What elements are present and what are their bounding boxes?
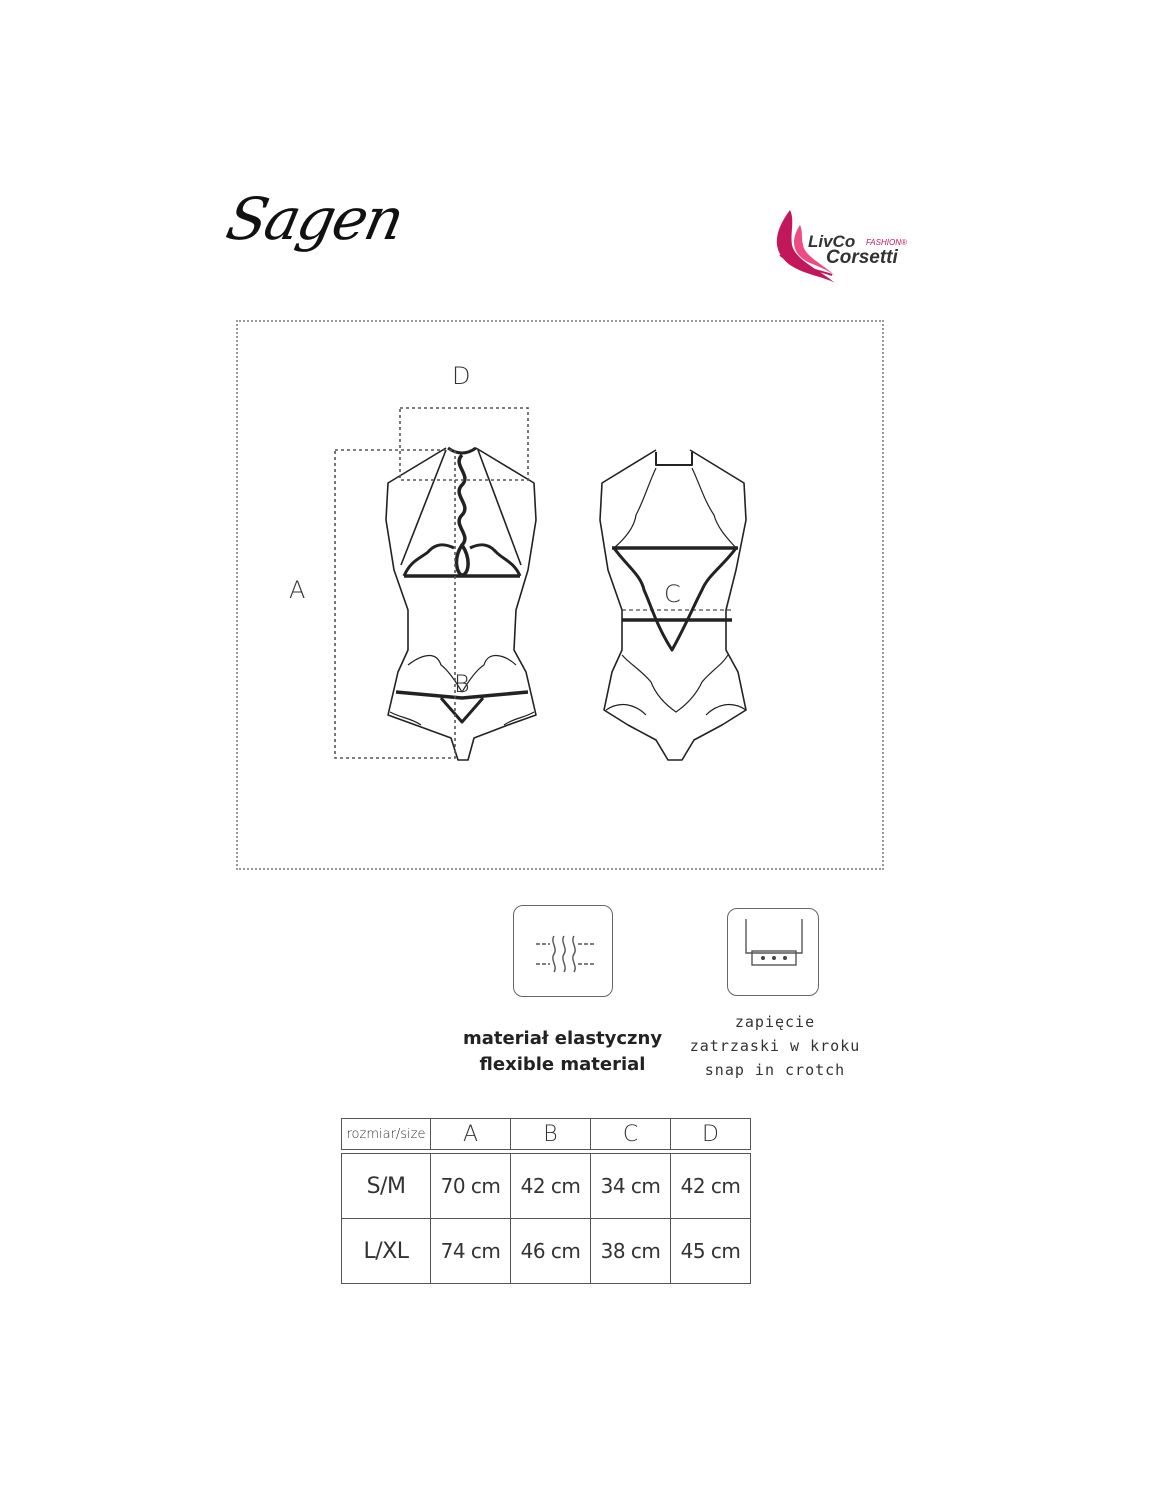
size-table-col-d: D bbox=[671, 1119, 751, 1150]
size-table-col-b: B bbox=[511, 1119, 591, 1150]
garment-diagram bbox=[236, 320, 884, 870]
measure-d-guide bbox=[400, 408, 528, 480]
measure-a-guide bbox=[335, 450, 455, 758]
size-cell: S/M bbox=[342, 1154, 431, 1219]
measure-cell: 42 cm bbox=[671, 1154, 751, 1219]
feature-snap-label bbox=[680, 1010, 870, 1082]
size-table-col-a: A bbox=[431, 1119, 511, 1150]
feature-stretch-label bbox=[440, 1026, 685, 1078]
size-cell: L/XL bbox=[342, 1219, 431, 1284]
size-table-col-c: C bbox=[591, 1119, 671, 1150]
brand-logo-superscript: FASHION® bbox=[866, 238, 907, 247]
snap-closure-icon bbox=[728, 909, 820, 997]
measure-cell: 42 cm bbox=[511, 1154, 591, 1219]
front-view-garment bbox=[386, 448, 536, 760]
size-table-corner-header: rozmiar/size bbox=[342, 1119, 431, 1150]
measure-cell: 34 cm bbox=[591, 1154, 671, 1219]
dimension-label-d: D bbox=[452, 362, 471, 390]
feature-snap-box bbox=[727, 908, 819, 996]
feature-snap-label-line2: zatrzaski w kroku bbox=[689, 1037, 861, 1055]
dimension-label-c: C bbox=[664, 580, 681, 608]
feature-stretch-label-pl: materiał elastyczny bbox=[462, 1028, 663, 1049]
measure-cell: 38 cm bbox=[591, 1219, 671, 1284]
dimension-label-b: B bbox=[454, 670, 470, 698]
product-title: Sagen bbox=[220, 185, 409, 253]
feature-stretch-box bbox=[513, 905, 613, 997]
table-row bbox=[342, 1219, 751, 1284]
size-table bbox=[341, 1118, 751, 1284]
feature-stretch-label-en: flexible material bbox=[479, 1054, 646, 1075]
brand-logo-line1: LivCo bbox=[808, 232, 856, 251]
table-row bbox=[342, 1154, 751, 1219]
stretch-fabric-icon bbox=[514, 906, 614, 998]
measure-cell: 46 cm bbox=[511, 1219, 591, 1284]
feature-snap-label-line3: snap in crotch bbox=[704, 1061, 846, 1079]
measure-cell: 74 cm bbox=[431, 1219, 511, 1284]
measure-cell: 70 cm bbox=[431, 1154, 511, 1219]
feature-snap-label-line1: zapięcie bbox=[734, 1013, 816, 1031]
dimension-label-a: A bbox=[289, 576, 306, 604]
size-table-header-row bbox=[342, 1119, 751, 1150]
brand-logo-line2: Corsetti bbox=[826, 247, 898, 268]
measure-cell: 45 cm bbox=[671, 1219, 751, 1284]
